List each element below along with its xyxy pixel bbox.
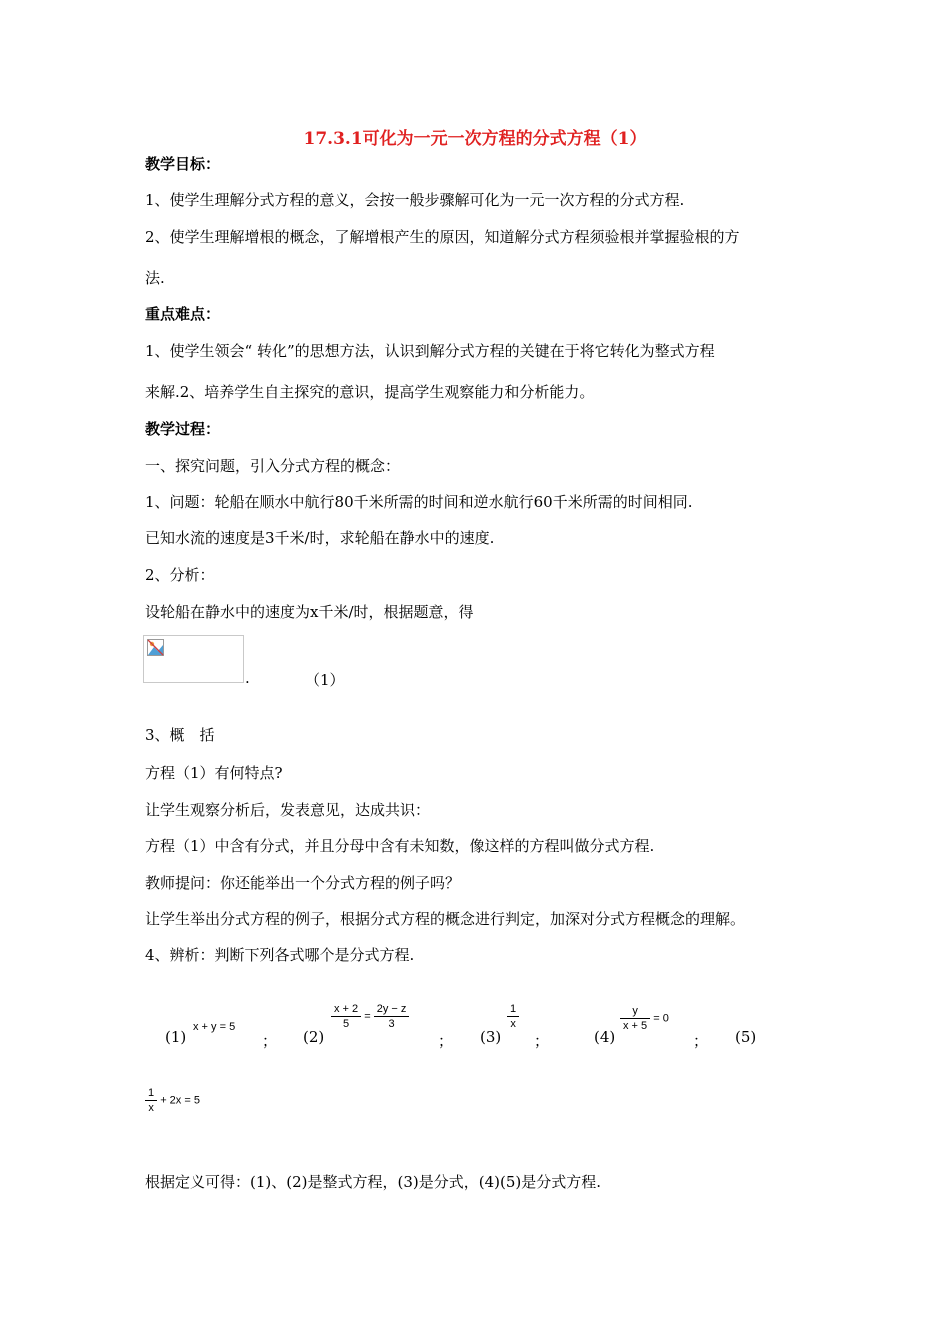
conclusion: 根据定义可得：(1)、(2)是整式方程，(3)是分式，(4)(5)是分式方程.	[145, 1173, 602, 1191]
equation-3-label: (3)	[480, 1028, 502, 1046]
eq5-denominator: x	[148, 1102, 154, 1114]
broken-image-icon	[147, 639, 164, 656]
summary-discussion: 让学生观察分析后，发表意见，达成共识：	[145, 801, 431, 819]
key-points-heading: 重点难点：	[145, 305, 221, 323]
equation-tag: （1）	[305, 671, 345, 689]
equation-dot: .	[245, 669, 250, 687]
summary-heading: 3、概 括	[145, 726, 215, 744]
equation-list	[0, 1000, 950, 1070]
equation-5-label: (5)	[735, 1028, 757, 1046]
eq3-numerator: 1	[510, 1003, 517, 1015]
key-point-line-1: 1、使学生领会“ 转化”的思想方法，认识到解分式方程的关键在于将它转化为整式方程	[145, 342, 715, 360]
teacher-question: 教师提问：你还能举出一个分式方程的例子吗？	[145, 874, 461, 892]
goal-1: 1、使学生理解分式方程的意义，会按一般步骤解可化为一元一次方程的分式方程.	[145, 191, 685, 209]
eq5-numerator: 1	[148, 1087, 155, 1099]
summary-question: 方程（1）有何特点?	[145, 764, 283, 782]
student-examples: 让学生举出分式方程的例子，根据分式方程的概念进行判定，加深对分式方程概念的理解。	[145, 910, 746, 928]
equation-2-label: (2)	[303, 1028, 325, 1046]
equation-3	[507, 1002, 519, 1031]
separator-1: ；	[262, 1032, 278, 1050]
discrimination-heading: 4、辨析：判断下列各式哪个是分式方程.	[145, 946, 415, 964]
process-heading: 教学过程：	[145, 420, 221, 438]
process-part-1: 一、探究问题，引入分式方程的概念：	[145, 457, 401, 475]
analysis-text: 设轮船在静水中的速度为x千米/时，根据题意，得	[145, 603, 474, 621]
goal-2-line-1: 2、使学生理解增根的概念，了解增根产生的原因，知道解分式方程须验根并掌握验根的方	[145, 228, 740, 246]
eq2-right-denominator: 3	[388, 1018, 395, 1030]
analysis-heading: 2、分析：	[145, 566, 215, 584]
document-title: 17.3.1可化为一元一次方程的分式方程（1）	[303, 129, 647, 149]
separator-4: ；	[693, 1032, 709, 1050]
eq2-left-denominator: 5	[343, 1018, 350, 1030]
equation-1: x + y = 5	[193, 1021, 236, 1033]
problem-statement-cont: 已知水流的速度是3千米/时，求轮船在静水中的速度.	[145, 529, 495, 547]
goal-2-line-2: 法.	[145, 269, 165, 287]
key-point-line-2: 来解.2、培养学生自主探究的意识，提高学生观察能力和分析能力。	[145, 383, 595, 401]
separator-2: ；	[438, 1032, 454, 1050]
eq2-left-numerator: x + 2	[334, 1003, 359, 1015]
eq2-equals: =	[364, 1010, 371, 1023]
goals-heading: 教学目标：	[145, 155, 221, 173]
problem-statement: 1、问题：轮船在顺水中航行80千米所需的时间和逆水航行60千米所需的时间相同.	[145, 493, 693, 511]
summary-definition: 方程（1）中含有分式，并且分母中含有未知数，像这样的方程叫做分式方程.	[145, 837, 655, 855]
equation-5	[145, 1086, 200, 1115]
eq2-right-numerator: 2y − z	[376, 1003, 407, 1015]
separator-3: ；	[534, 1032, 550, 1050]
eq4-rest: = 0	[653, 1012, 669, 1025]
equation-1-label: (1)	[165, 1028, 187, 1046]
eq3-denominator: x	[510, 1018, 516, 1030]
eq5-rest: + 2x = 5	[160, 1094, 200, 1107]
equation-image-placeholder	[143, 635, 244, 683]
equation-2	[331, 1002, 409, 1031]
eq4-numerator: y	[632, 1005, 638, 1017]
eq4-denominator: x + 5	[623, 1020, 648, 1032]
equation-4-label: (4)	[594, 1028, 616, 1046]
equation-4	[620, 1004, 669, 1033]
